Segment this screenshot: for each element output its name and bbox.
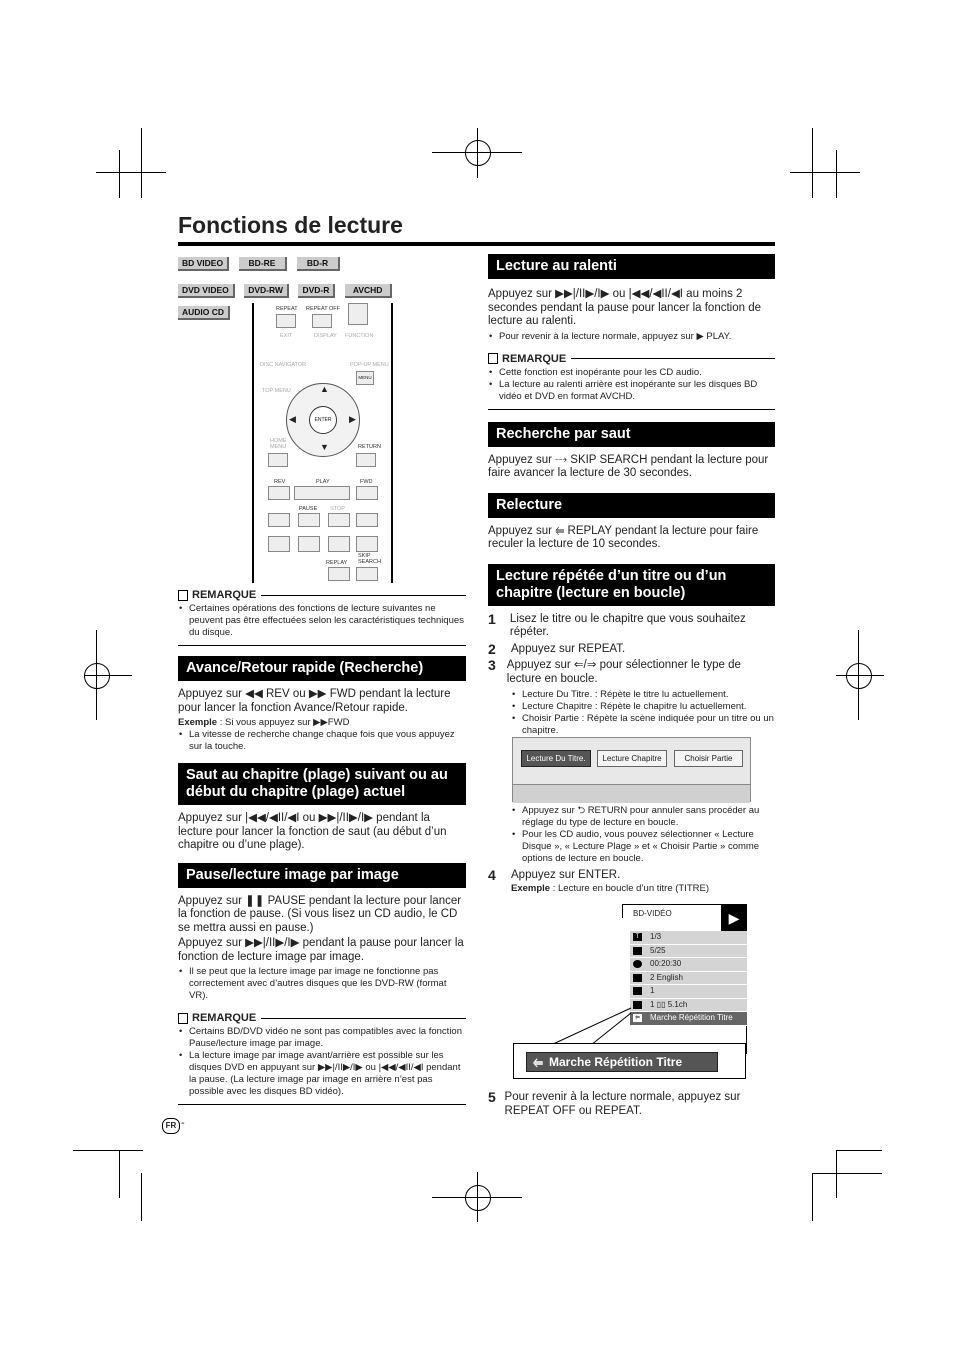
pause-text-1: Appuyez sur ❚❚ PAUSE pendant la lecture pour lancer la fonction de pause. (Si vous lisez un CD audio, le CD se mettra aussi en pause.) — [178, 894, 462, 934]
repeat-button — [276, 314, 296, 328]
step-4-example — [488, 883, 775, 895]
note-rule — [261, 1018, 466, 1019]
menu-option-titre[interactable]: Lecture Du Titre. — [521, 750, 591, 767]
repeat-menu-screen — [512, 737, 751, 802]
remote-label-fwd: FWD — [360, 479, 373, 485]
fwd-button — [356, 486, 378, 500]
callout-label — [526, 1052, 718, 1072]
pause-bullet: • Il se peut que la lecture image par image ne fonctionne pas correctement avec d’autres disques que les DVD-RW (format VR). — [178, 966, 466, 1002]
remote-label-top-menu: TOP MENU — [262, 388, 291, 394]
section-heading-ralenti: Lecture au ralenti — [488, 254, 775, 279]
pause-note-title: REMARQUE — [192, 1012, 257, 1024]
osd-row-text: 1/3 — [650, 932, 662, 941]
skip-forward-button — [356, 513, 378, 527]
menu-info-bar — [513, 784, 750, 803]
enter-label: ENTER — [314, 417, 332, 423]
chapter-icon — [633, 947, 642, 955]
avance-example — [178, 717, 466, 729]
step-3-bullet: • Choisir Partie : Répète la scène indiquée pour un titre ou un chapitre. — [511, 713, 775, 737]
after-menu-bullet: • Appuyez sur ⮌ RETURN pour annuler sans procéder au réglage du type de lecture en boucle. — [511, 805, 777, 829]
ralenti-text: Appuyez sur ▶▶|/II▶/I▶ ou |◀◀/◀II/◀I au moins 2 secondes pendant la pause pour lancer la fonction de lecture au ralenti. — [488, 288, 762, 327]
step-3-text: Appuyez sur ⇐/⇒ pour sélectionner le type de lecture en boucle. — [506, 659, 741, 685]
page-title: Fonctions de lecture — [178, 212, 403, 238]
osd-row-text: Marche Répétition Titre — [650, 1013, 733, 1022]
menu-option-chapitre[interactable]: Lecture Chapitre — [597, 750, 667, 767]
step-number: 1 — [488, 610, 496, 627]
step-4-text: Appuyez sur ENTER. — [511, 869, 621, 881]
step-3-bullets — [488, 689, 775, 737]
color-button-b — [298, 536, 320, 552]
step-2 — [488, 640, 775, 657]
badge-bd-r: BD-R — [297, 257, 340, 271]
osd-row-time — [630, 958, 747, 972]
step-4-block — [488, 866, 775, 895]
step-1 — [488, 610, 775, 640]
after-menu-bullets — [511, 805, 777, 865]
left-note-item: • Certaines opérations des fonctions de lecture suivantes ne peuvent pas être effectuées selon les caractéristiques techniques du disque. — [178, 603, 466, 639]
skip-search-button — [356, 567, 378, 581]
avance-example-label: Exemple — [178, 717, 218, 728]
remote-label-repeat: REPEAT — [276, 306, 298, 312]
osd-frame-left — [622, 904, 623, 918]
avance-bullet: • La vitesse de recherche change chaque fois que vous appuyez sur la touche. — [178, 729, 466, 753]
osd-row-text: 1 ▯▯ 5.1ch — [650, 999, 688, 1009]
arrow-right-icon: ▶ — [349, 414, 356, 424]
osd-row-subtitle — [630, 972, 747, 986]
avance-example-text: : Si vous appuyez sur ▶▶FWD — [217, 717, 350, 728]
osd-header — [630, 905, 747, 931]
remote-label-disc-navigator: DISC NAVIGATOR — [260, 362, 307, 368]
remote-label-popup-menu: POP-UP MENU — [350, 362, 389, 368]
note-rule — [261, 595, 466, 596]
badge-dvd-rw: DVD-RW — [244, 284, 289, 298]
pause-button — [298, 513, 320, 527]
pause-text-2: Appuyez sur ▶▶|/II▶/I▶ pendant la pause pour lancer la fonction de lecture image par image. — [178, 937, 464, 963]
play-icon: ▶ — [721, 905, 747, 931]
ralenti-note-title: REMARQUE — [502, 352, 567, 365]
remote-label-display: DISPLAY — [314, 333, 337, 339]
step-5-block — [488, 1088, 775, 1121]
return-button — [356, 453, 376, 467]
remote-label-exit: EXIT — [280, 333, 293, 339]
section-heading-repetee: Lecture répétée d’un titre ou d’un chapitre (lecture en boucle) — [488, 564, 775, 606]
step-number: 2 — [488, 640, 496, 657]
step-5 — [488, 1091, 775, 1118]
step-number: 4 — [488, 867, 496, 883]
callout-box — [513, 1043, 746, 1079]
badge-dvd-video: DVD VIDEO — [178, 284, 235, 298]
page-dash: - — [181, 1117, 185, 1129]
title-icon: T — [633, 933, 642, 941]
repeat-icon: ⥢ — [633, 1014, 642, 1022]
osd-row-chapter — [630, 945, 747, 959]
remote-label-home-menu: HOME MENU — [270, 438, 287, 450]
step-3-bullet: • Lecture Chapitre : Répète le chapitre lu actuellement. — [511, 701, 775, 713]
step-number: 5 — [488, 1089, 496, 1105]
step-4-example-label: Exemple — [511, 882, 551, 894]
remote-label-stop: STOP — [330, 506, 345, 512]
osd-row-text: 1 — [650, 986, 655, 995]
repeat-off-button — [312, 314, 332, 328]
subtitle-icon — [633, 974, 642, 982]
menu-option-partie[interactable]: Choisir Partie — [674, 750, 743, 767]
menu-button-label: MENU — [358, 375, 372, 380]
badge-audio-cd: AUDIO CD — [178, 306, 230, 320]
badge-dvd-r: DVD-R — [298, 284, 335, 298]
note-icon — [488, 353, 498, 364]
remote-illustration — [252, 303, 393, 583]
remote-label-play: PLAY — [316, 479, 330, 485]
note-icon — [178, 1013, 188, 1024]
remote-label-repeat-off: REPEAT OFF — [306, 306, 341, 312]
stop-button — [328, 513, 350, 527]
ralenti-note-item: • Cette fonction est inopérante pour les CD audio. — [488, 367, 775, 379]
remote-label-return: RETURN — [358, 444, 381, 450]
callout-text: Marche Répétition Titre — [549, 1055, 683, 1069]
skip-back-button — [268, 513, 290, 527]
remote-label-function: FUNCTION — [345, 333, 374, 339]
remote-label-pause: PAUSE — [299, 506, 318, 512]
step-number: 3 — [488, 657, 496, 673]
step-4 — [488, 869, 775, 883]
note-rule — [571, 358, 775, 359]
ralenti-note-item: • La lecture au ralenti arrière est inopérante sur les disques BD vidéo et DVD en format AVCHD. — [488, 379, 775, 403]
section-heading-recherche: Recherche par saut — [488, 422, 775, 447]
osd-row-angle — [630, 985, 747, 999]
remote-label-rev: REV — [274, 479, 286, 485]
relecture-text: Appuyez sur ⥢ REPLAY pendant la lecture pour faire reculer la lecture de 10 secondes. — [488, 524, 759, 550]
arrow-left-icon: ◀ — [289, 414, 296, 424]
ralenti-note-heading — [488, 353, 775, 365]
section-heading-relecture: Relecture — [488, 493, 775, 518]
color-button-a — [268, 536, 290, 552]
remote-label-replay: REPLAY — [326, 560, 348, 566]
saut-text: Appuyez sur |◀◀/◀II/◀I ou ▶▶|/II▶/I▶ pendant la lecture pour lancer la fonction de saut (au début d’un chapitre ou d’une plage). — [178, 812, 447, 851]
osd-row-text: 00:20:30 — [650, 959, 682, 968]
osd-row-text: 5/25 — [650, 945, 666, 955]
step-2-text: Appuyez sur REPEAT. — [511, 642, 626, 655]
recherche-text: Appuyez sur ⤏ SKIP SEARCH pendant la lecture pour faire avancer la lecture de 30 secondes. — [488, 453, 769, 479]
play-button — [294, 486, 350, 500]
color-button-c — [328, 536, 350, 552]
note-end-rule — [488, 409, 775, 410]
pause-note-heading — [178, 1012, 466, 1024]
pause-note-item: • Certains BD/DVD vidéo ne sont pas compatibles avec la fonction Pause/lecture image par image. — [178, 1026, 466, 1050]
note-end-rule — [178, 645, 466, 646]
step-1-text: Lisez le titre ou le chapitre que vous souhaitez répéter. — [509, 612, 746, 638]
menu-button — [356, 371, 374, 385]
ralenti-bullet: • Pour revenir à la lecture normale, appuyez sur ▶ PLAY. — [488, 331, 775, 343]
replay-button — [328, 567, 350, 581]
note-end-rule — [178, 1104, 466, 1105]
step-3 — [488, 659, 775, 686]
note-icon — [178, 590, 188, 601]
badge-bd-re: BD-RE — [239, 257, 288, 271]
section-heading-avance: Avance/Retour rapide (Recherche) — [178, 656, 466, 681]
osd-row-title — [630, 931, 747, 945]
step-5-text: Pour revenir à la lecture normale, appuyez sur REPEAT OFF ou REPEAT. — [504, 1091, 741, 1117]
language-marker: FR — [162, 1118, 180, 1134]
after-menu-bullet: • Pour les CD audio, vous pouvez sélectionner « Lecture Disque », « Lecture Plage » et « Choisir Partie » comme options de lecture en boucle. — [511, 829, 777, 865]
right-column — [488, 244, 775, 737]
osd-header-text: BD-VIDÉO — [633, 909, 672, 918]
left-column — [178, 583, 466, 1105]
left-note-heading — [178, 589, 466, 601]
clock-icon — [633, 960, 642, 968]
function-top-button — [348, 303, 368, 325]
step-4-example-text: : Lecture en boucle d’un titre (TITRE) — [550, 882, 710, 894]
section-heading-pause: Pause/lecture image par image — [178, 863, 466, 888]
osd-row-text: 2 English — [650, 972, 683, 982]
enter-button — [309, 406, 337, 434]
left-note-title: REMARQUE — [192, 589, 257, 601]
repeat-icon: ⥢ — [533, 1055, 543, 1069]
step-3-bullet: • Lecture Du Titre. : Répète le titre lu actuellement. — [511, 689, 775, 701]
angle-icon — [633, 987, 642, 995]
color-button-d — [356, 536, 378, 552]
arrow-up-icon: ▲ — [320, 384, 329, 394]
rev-button — [268, 486, 290, 500]
section-heading-saut: Saut au chapitre (plage) suivant ou au début du chapitre (plage) actuel — [178, 763, 466, 805]
pause-note-item: • La lecture image par image avant/arrière est possible sur les disques DVD en appuyant sur ▶▶|/II▶/I▶ ou |◀◀/◀II/◀I pendant la pause. (La lecture image par image en arrière n’est pas possible avec les disques BD vidéo). — [178, 1050, 466, 1098]
badge-bd-video: BD VIDEO — [178, 257, 229, 271]
home-menu-button — [268, 453, 288, 467]
dpad — [286, 383, 360, 457]
arrow-down-icon: ▼ — [320, 442, 329, 452]
avance-text: Appuyez sur ◀◀ REV ou ▶▶ FWD pendant la lecture pour lancer la fonction Avance/Retour rapide. — [178, 688, 451, 714]
badge-avchd: AVCHD — [345, 284, 393, 298]
remote-label-skip-search: SKIP SEARCH — [358, 553, 381, 565]
